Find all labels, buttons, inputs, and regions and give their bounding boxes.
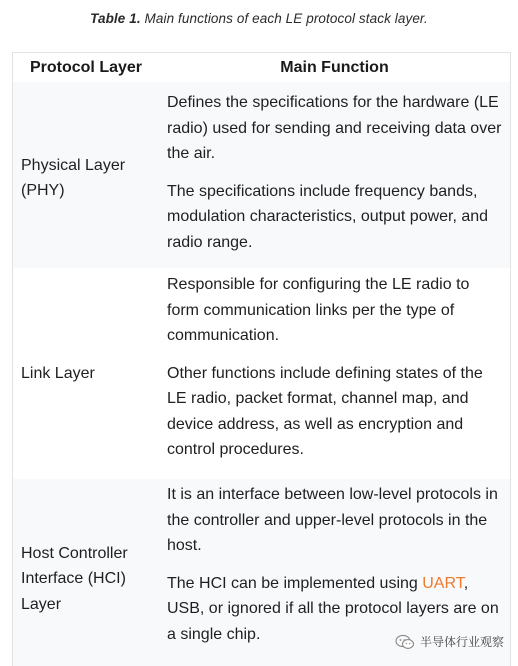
watermark-text: 半导体行业观察 xyxy=(419,635,504,649)
hci-note-before: The HCI can be implemented using xyxy=(167,574,423,592)
table-caption xyxy=(0,11,518,26)
table-caption-text: Main functions of each LE protocol stack layer. xyxy=(140,11,428,26)
table-header-row xyxy=(13,53,510,82)
function-text: Responsible for configuring the LE radio to form communication links per the type of communication. xyxy=(167,276,470,344)
layer-name: Physical Layer (PHY) xyxy=(21,156,126,199)
layer-name: Host Controller Interface (HCI) Layer xyxy=(21,544,128,613)
header-protocol-layer: Protocol Layer xyxy=(29,58,143,76)
protocol-layer-table xyxy=(12,52,511,666)
uart-link[interactable]: UART xyxy=(422,574,464,592)
table-row-phy xyxy=(13,82,510,268)
function-text: It is an interface between low-level protocols in the controller and upper-level protocols in the host. xyxy=(167,486,498,554)
layer-name-cell xyxy=(13,88,167,268)
function-text: Other functions include defining states of the LE radio, packet format, channel map, and device address, as well as encryption and control procedures. xyxy=(167,364,483,458)
function-text: The specifications include frequency bands, modulation characteristics, output power, and radio range. xyxy=(167,182,489,251)
table-caption-label: Table 1. xyxy=(90,11,141,26)
wechat-icon xyxy=(395,634,415,650)
function-cell xyxy=(167,88,510,268)
function-text: Defines the specifications for the hardware (LE radio) used for sending and receiving data over the air. xyxy=(167,94,502,162)
hci-note-after: , USB, or ignored if all the protocol layers are on a single chip. xyxy=(167,574,499,643)
watermark xyxy=(395,633,504,650)
table-row-link-layer xyxy=(13,268,510,479)
layer-name-cell xyxy=(13,479,167,666)
layer-name: Link Layer xyxy=(21,364,95,382)
function-cell xyxy=(167,268,510,479)
layer-name-cell xyxy=(13,268,167,479)
header-main-function: Main Function xyxy=(280,58,389,76)
